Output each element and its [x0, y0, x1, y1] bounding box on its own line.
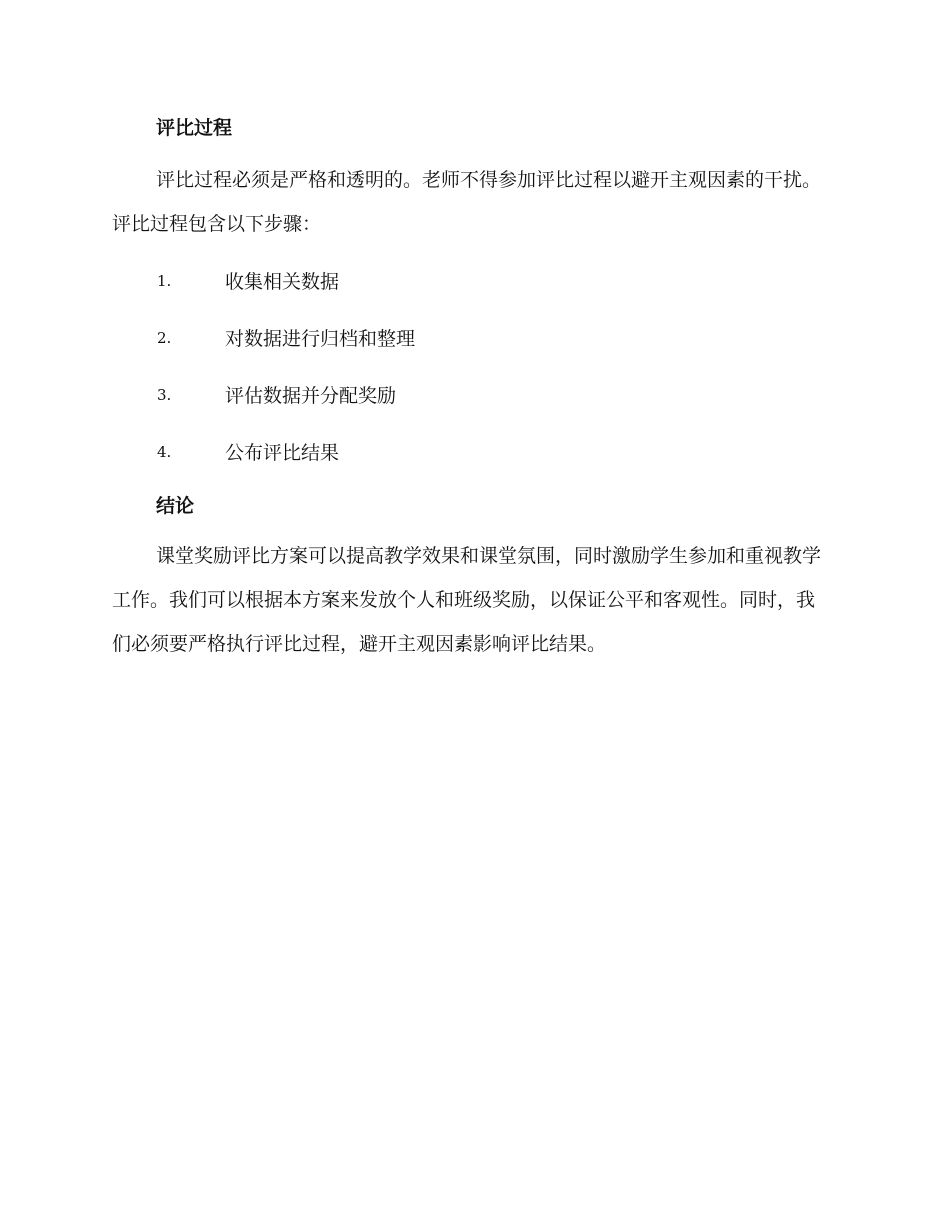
evaluation-process-paragraph: 评比过程必须是严格和透明的。老师不得参加评比过程以避开主观因素的干扰。评比过程包含以下步骤：	[112, 169, 822, 235]
conclusion-paragraph: 课堂奖励评比方案可以提高教学效果和课堂氛围，同时激励学生参加和重视教学工作。我们可以根据本方案来发放个人和班级奖励，以保证公平和客观性。同时，我们必须要严格执行评比过程，避开主观因素影响评比结果。	[112, 545, 822, 655]
document-body	[112, 108, 832, 672]
list-item	[112, 423, 832, 480]
list-item-number: 4.	[157, 442, 172, 461]
list-item	[112, 366, 832, 423]
list-item-number: 3.	[157, 385, 172, 404]
list-item-text: 评估数据并分配奖励	[225, 385, 397, 407]
list-item	[112, 252, 832, 309]
list-item-text: 对数据进行归档和整理	[225, 328, 416, 350]
section-heading-evaluation-process: 评比过程	[156, 117, 233, 139]
list-item-number: 1.	[157, 271, 172, 290]
list-item-number: 2.	[157, 328, 172, 347]
list-item-text: 公布评比结果	[225, 442, 340, 464]
section-heading-conclusion: 结论	[156, 495, 195, 517]
list-item	[112, 309, 832, 366]
evaluation-steps-list	[112, 252, 832, 480]
list-item-text: 收集相关数据	[225, 271, 340, 293]
